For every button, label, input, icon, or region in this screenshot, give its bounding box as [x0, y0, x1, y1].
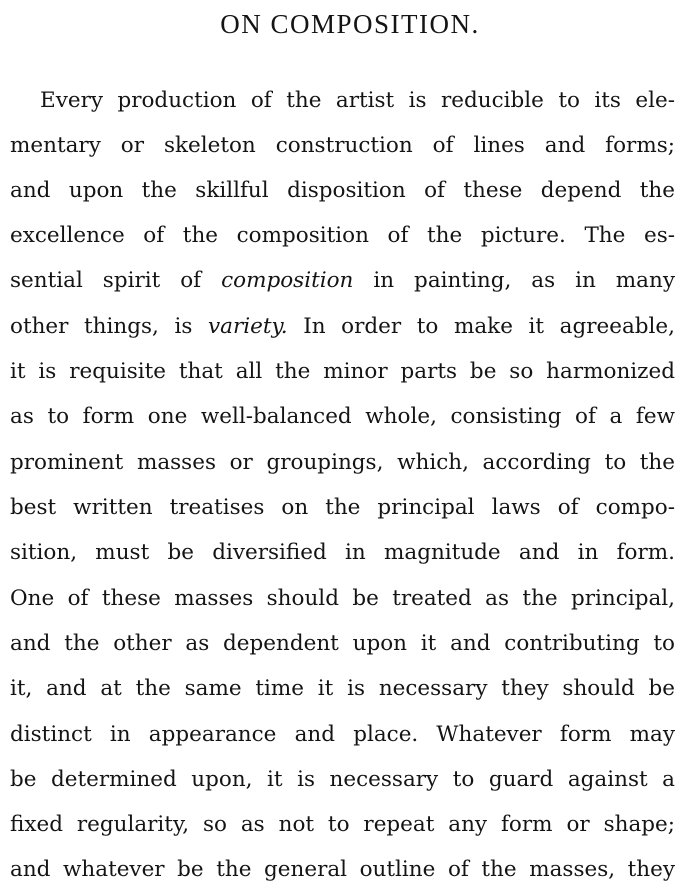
text-segment: Every production of the artist is reducible to its ele- — [40, 88, 675, 113]
text-segment: distinct in appearance and place. Whatever form may — [10, 722, 675, 747]
text-segment: and upon the skillful disposition of these depend the — [10, 178, 675, 203]
text-line-3 — [10, 168, 675, 214]
text-line-15 — [10, 712, 675, 758]
text-segment: sition, must be diversified in magnitude and in form. — [10, 540, 675, 565]
text-segment: in painting, as in many — [353, 268, 675, 293]
text-line-17 — [10, 802, 675, 848]
text-line-9 — [10, 440, 675, 486]
text-line-18 — [10, 847, 675, 893]
text-line-8 — [10, 394, 675, 440]
text-line-12 — [10, 576, 675, 622]
page-title: ON COMPOSITION. — [220, 9, 480, 39]
text-segment: and whatever be the general outline of the masses, they — [10, 857, 675, 882]
text-segment: excellence of the composition of the picture. The es- — [10, 223, 675, 248]
text-segment: and the other as dependent upon it and contributing to — [10, 631, 675, 656]
text-line-6 — [10, 304, 675, 350]
text-line-16 — [10, 757, 675, 803]
text-segment: as to form one well-balanced whole, consisting of a few — [10, 404, 675, 429]
text-segment: be determined upon, it is necessary to guard against a — [10, 767, 675, 792]
text-line-5 — [10, 258, 675, 304]
text-segment: One of these masses should be treated as the principal, — [10, 586, 675, 611]
text-line-14 — [10, 666, 675, 712]
text-segment: other things, is — [10, 314, 209, 339]
text-segment: it is requisite that all the minor parts be so harmonized — [10, 359, 675, 384]
italic-term-composition: composition — [221, 268, 354, 293]
text-line-7 — [10, 349, 675, 395]
italic-term-variety: variety. — [208, 314, 288, 339]
text-line-1 — [40, 78, 675, 124]
text-line-13 — [10, 621, 675, 667]
text-segment: it, and at the same time it is necessary they should be — [10, 676, 675, 701]
text-line-4 — [10, 213, 675, 259]
text-segment: mentary or skeleton construction of lines and forms; — [10, 133, 675, 158]
text-line-10 — [10, 485, 675, 531]
text-segment: prominent masses or groupings, which, according to the — [10, 450, 675, 475]
text-line-2 — [10, 123, 675, 169]
text-line-11 — [10, 530, 675, 576]
text-segment: best written treatises on the principal laws of compo- — [10, 495, 675, 520]
text-segment: In order to make it agreeable, — [287, 314, 675, 339]
text-segment: fixed regularity, so as not to repeat any form or shape; — [10, 812, 675, 837]
text-segment: sential spirit of — [10, 268, 222, 293]
